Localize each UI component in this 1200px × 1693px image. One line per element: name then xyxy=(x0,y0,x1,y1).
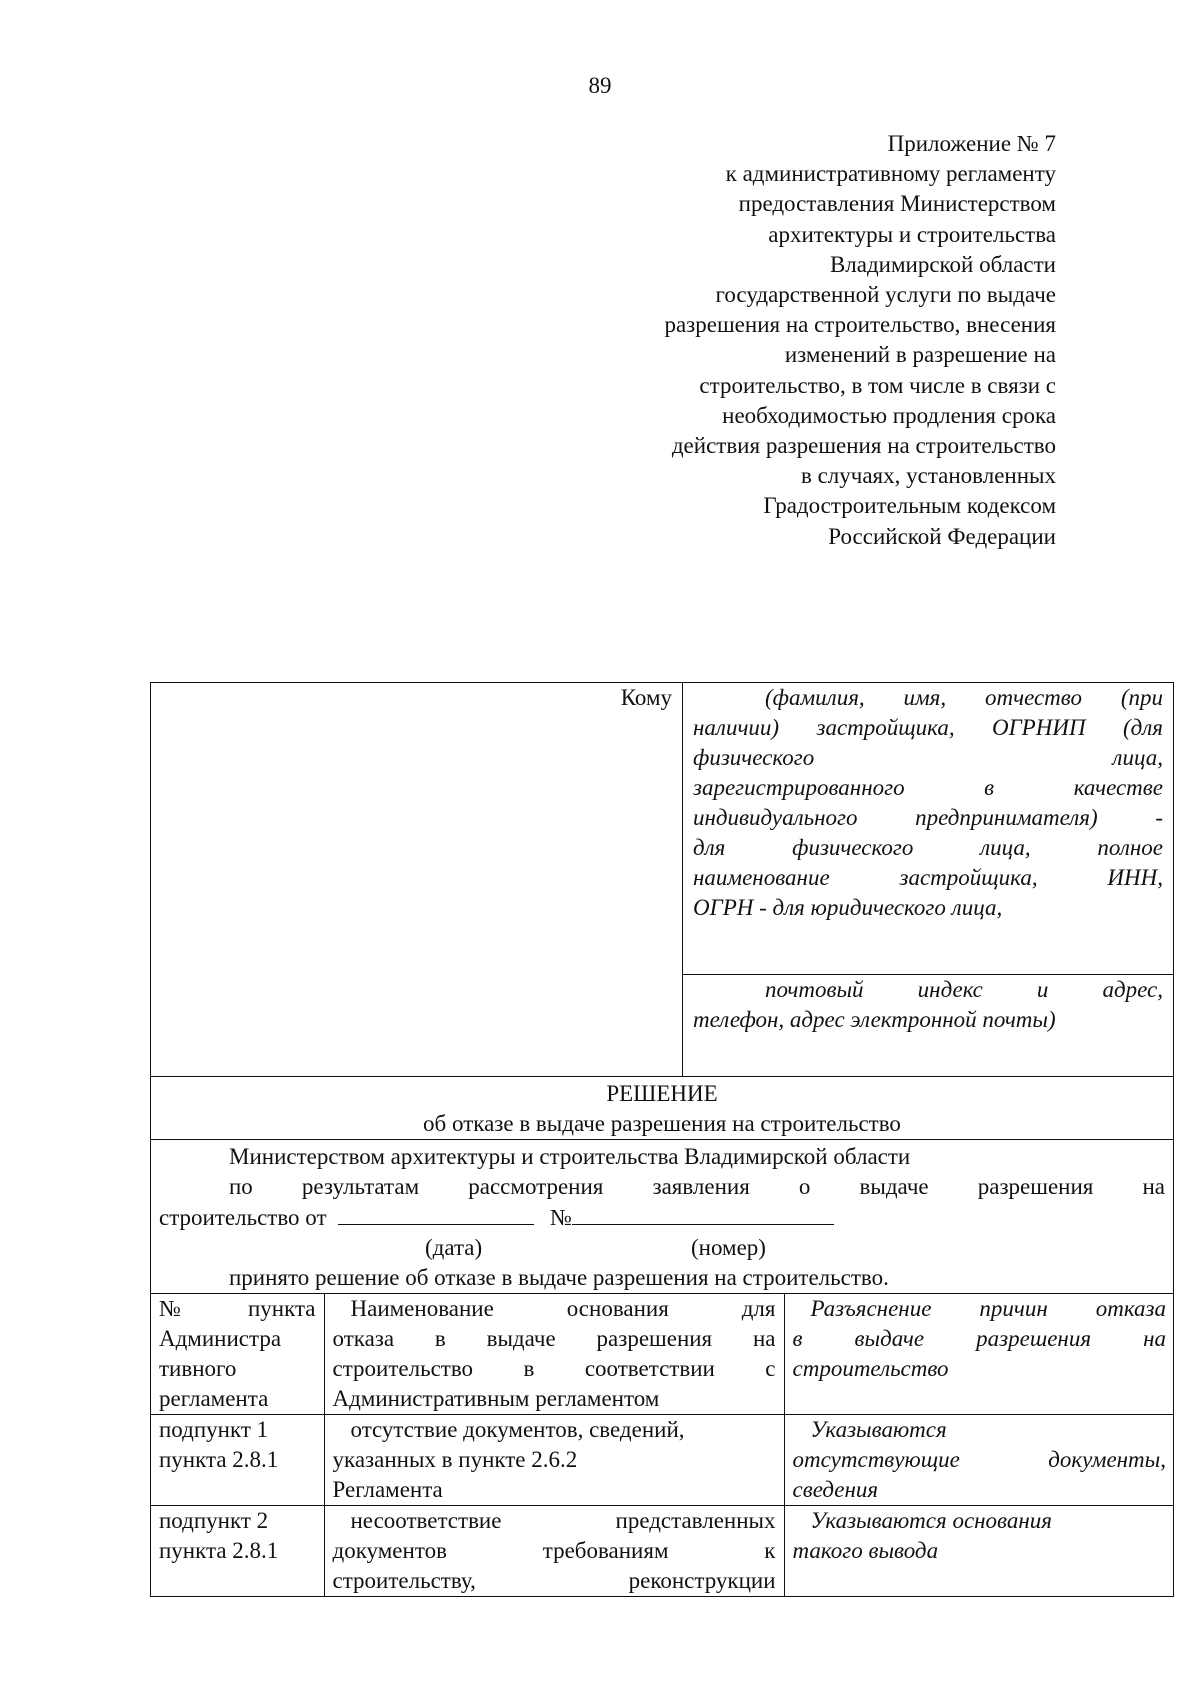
number-hint: (номер) xyxy=(691,1235,766,1260)
postal-line: почтовый индекс и адрес, xyxy=(765,977,1163,1002)
header-point-line: тивного xyxy=(159,1356,237,1381)
appendix-line: необходимостью продления срока xyxy=(722,402,1056,428)
body-line-ministry: Министерством архитектуры и строительства Владимирской области xyxy=(229,1144,911,1169)
header-ground-line: Административным регламентом xyxy=(332,1386,660,1411)
addressee-postal-block xyxy=(683,975,1173,1035)
header-point-line: Администра xyxy=(159,1326,282,1351)
addressee-line: индивидуального предпринимателя) - xyxy=(693,805,1163,830)
row-explanation-line: отсутствующие документы, xyxy=(792,1447,1166,1472)
header-point xyxy=(151,1294,324,1415)
addressee-line: наличии) застройщика, ОГРНИП (для xyxy=(693,715,1163,740)
row-point xyxy=(151,1415,324,1506)
row-ground-line: документов требованиям к xyxy=(332,1538,776,1563)
body-construction-from: строительство от xyxy=(159,1205,327,1230)
body-conclusion: принято решение об отказе в выдаче разрешения на строительство. xyxy=(229,1265,889,1290)
row-point-line: пункта 2.8.1 xyxy=(159,1447,279,1472)
addressee-line: для физического лица, полное xyxy=(693,835,1163,860)
row-explanation xyxy=(784,1506,1174,1597)
grounds-table xyxy=(151,1294,1174,1596)
addressee-name-block xyxy=(683,683,1173,975)
row-ground xyxy=(324,1415,784,1506)
header-explanation-line: Разъяснение причин отказа xyxy=(810,1296,1166,1321)
row-point-line: подпункт 2 xyxy=(159,1508,269,1533)
header-point-line: регламента xyxy=(159,1386,269,1411)
header-explanation xyxy=(784,1294,1174,1415)
row-explanation-line: Указываются основания xyxy=(810,1508,1052,1533)
grounds-row xyxy=(151,1294,1174,1597)
appendix-line: архитектуры и строительства xyxy=(768,221,1056,247)
row-ground-line: отсутствие документов, сведений, xyxy=(350,1417,685,1442)
appendix-line: изменений в разрешение на xyxy=(784,342,1056,368)
decision-body-row xyxy=(151,1140,1174,1294)
header-ground-line: Наименование основания для xyxy=(350,1296,776,1321)
appendix-line: Владимирской области xyxy=(829,251,1056,277)
addressee-line: наименование застройщика, ИНН, xyxy=(693,865,1163,890)
grounds-cell xyxy=(151,1294,1174,1597)
row-ground-line: несоответствие представленных xyxy=(350,1508,776,1533)
header-ground xyxy=(324,1294,784,1415)
decision-title: РЕШЕНИЕ xyxy=(606,1081,718,1106)
postal-line: телефон, адрес электронной почты) xyxy=(693,1007,1056,1032)
addressee-row xyxy=(151,683,1174,1077)
appendix-line: разрешения на строительство, внесения xyxy=(664,312,1056,338)
appendix-line: Приложение № 7 xyxy=(887,131,1056,156)
decision-title-row xyxy=(151,1077,1174,1140)
header-point-line: № пункта xyxy=(159,1296,316,1321)
row-point-line: подпункт 1 xyxy=(159,1417,269,1442)
body-line-results: по результатам рассмотрения заявления о выдаче разрешения на xyxy=(229,1174,1165,1199)
addressee-label-cell xyxy=(151,683,683,1077)
appendix-line: предоставления Министерством xyxy=(738,191,1056,217)
addressee-line: ОГРН - для юридического лица, xyxy=(693,895,1003,920)
number-sign: № xyxy=(550,1205,572,1230)
date-hint: (дата) xyxy=(425,1235,483,1260)
table-row xyxy=(151,1506,1174,1597)
grounds-header-row xyxy=(151,1294,1174,1415)
row-explanation-line: такого вывода xyxy=(792,1538,939,1563)
addressee-label: Кому xyxy=(620,685,672,710)
addressee-line: зарегистрированного в качестве xyxy=(693,775,1163,800)
number-blank[interactable] xyxy=(572,1202,834,1225)
header-explanation-line: строительство xyxy=(792,1356,949,1381)
appendix-line: к административному регламенту xyxy=(725,161,1056,187)
decision-subtitle: об отказе в выдаче разрешения на строительство xyxy=(423,1111,901,1136)
page-number: 89 xyxy=(588,73,612,98)
appendix-line: государственной услуги по выдаче xyxy=(715,282,1056,308)
date-blank[interactable] xyxy=(338,1202,534,1225)
addressee-details-cell xyxy=(683,683,1174,1077)
appendix-line: Градостроительным кодексом xyxy=(763,493,1056,519)
decision-form xyxy=(150,682,1174,1597)
row-explanation-line: Указываются xyxy=(810,1417,947,1442)
addressee-line: (фамилия, имя, отчество (при xyxy=(765,685,1163,710)
appendix-line: строительство, в том числе в связи с xyxy=(699,372,1056,398)
body-line-date-number xyxy=(159,1202,1165,1233)
body-hints xyxy=(159,1233,1165,1263)
row-point-line: пункта 2.8.1 xyxy=(159,1538,279,1563)
header-explanation-line: в выдаче разрешения на xyxy=(792,1326,1166,1351)
decision-body-cell xyxy=(151,1140,1174,1294)
decision-title-cell xyxy=(151,1077,1174,1140)
appendix-line: Российской Федерации xyxy=(828,523,1056,549)
row-ground-line: Регламента xyxy=(332,1477,443,1502)
addressee-line: физического лица, xyxy=(693,745,1163,770)
table-row xyxy=(151,1415,1174,1506)
header-ground-line: строительство в соответствии с xyxy=(332,1356,776,1381)
row-ground-line: строительству, реконструкции xyxy=(332,1568,776,1593)
appendix-line: в случаях, установленных xyxy=(800,463,1056,489)
row-ground xyxy=(324,1506,784,1597)
row-ground-line: указанных в пункте 2.6.2 xyxy=(332,1447,578,1472)
appendix-header xyxy=(436,129,1056,552)
row-explanation-line: сведения xyxy=(792,1477,879,1502)
appendix-line: действия разрешения на строительство xyxy=(671,433,1056,459)
header-ground-line: отказа в выдаче разрешения на xyxy=(332,1326,776,1351)
row-explanation xyxy=(784,1415,1174,1506)
row-point xyxy=(151,1506,324,1597)
